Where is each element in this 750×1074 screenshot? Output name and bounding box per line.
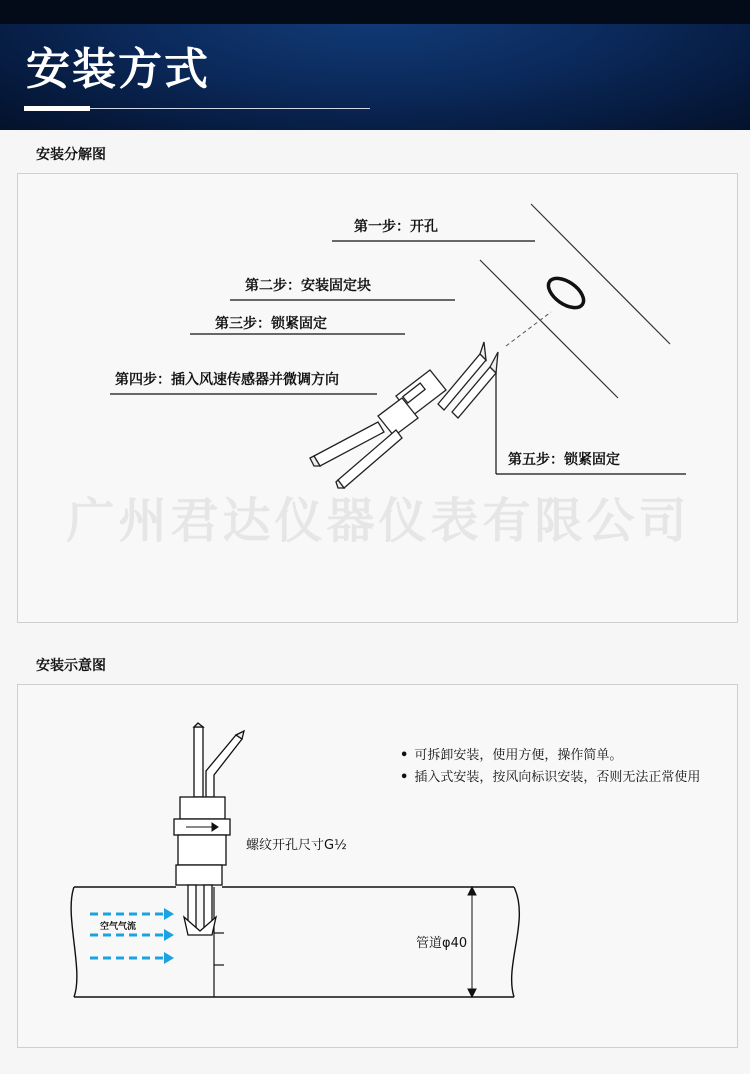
pipe-diameter-label: 管道φ40 bbox=[416, 936, 468, 951]
o-ring-shape bbox=[543, 273, 588, 314]
pipe-diameter-dimension bbox=[468, 887, 476, 997]
step2-label: 第二步：安装固定块 bbox=[245, 278, 371, 294]
header-banner bbox=[0, 0, 750, 130]
sensor-drawing bbox=[174, 723, 244, 935]
installation-note: • 可拆卸安装，使用方便，操作简单。 bbox=[400, 745, 700, 767]
step4-label: 第四步：插入风速传感器并微调方向 bbox=[115, 372, 339, 388]
page-title: 安装方式 bbox=[26, 44, 210, 95]
step5-label: 第五步：锁紧固定 bbox=[508, 452, 620, 468]
header-top-bar bbox=[0, 0, 750, 24]
installation-diagram-panel bbox=[17, 684, 738, 1048]
title-underline-accent bbox=[24, 106, 90, 111]
thread-size-label: 螺纹开孔尺寸G½ bbox=[246, 838, 347, 853]
airflow-arrows bbox=[90, 908, 174, 964]
axis-dashed-line bbox=[506, 312, 551, 346]
exploded-view-diagram bbox=[18, 174, 739, 624]
exploded-view-panel bbox=[17, 173, 738, 623]
installation-diagram bbox=[18, 685, 739, 1049]
installation-note: • 插入式安装，按风向标识安装，否则无法正常使用 bbox=[400, 767, 700, 789]
step1-label: 第一步：开孔 bbox=[354, 219, 438, 235]
section-label-exploded-view: 安装分解图 bbox=[36, 147, 106, 163]
section-label-installation-diagram: 安装示意图 bbox=[36, 658, 106, 674]
airflow-label: 空气气流 bbox=[100, 922, 137, 932]
sensor-exploded-drawing bbox=[310, 342, 498, 488]
step3-label: 第三步：锁紧固定 bbox=[215, 316, 327, 332]
watermark-company-name: 广州君达仪器仪表有限公司 bbox=[66, 493, 691, 549]
pipe-wall-line-outer bbox=[531, 204, 670, 344]
